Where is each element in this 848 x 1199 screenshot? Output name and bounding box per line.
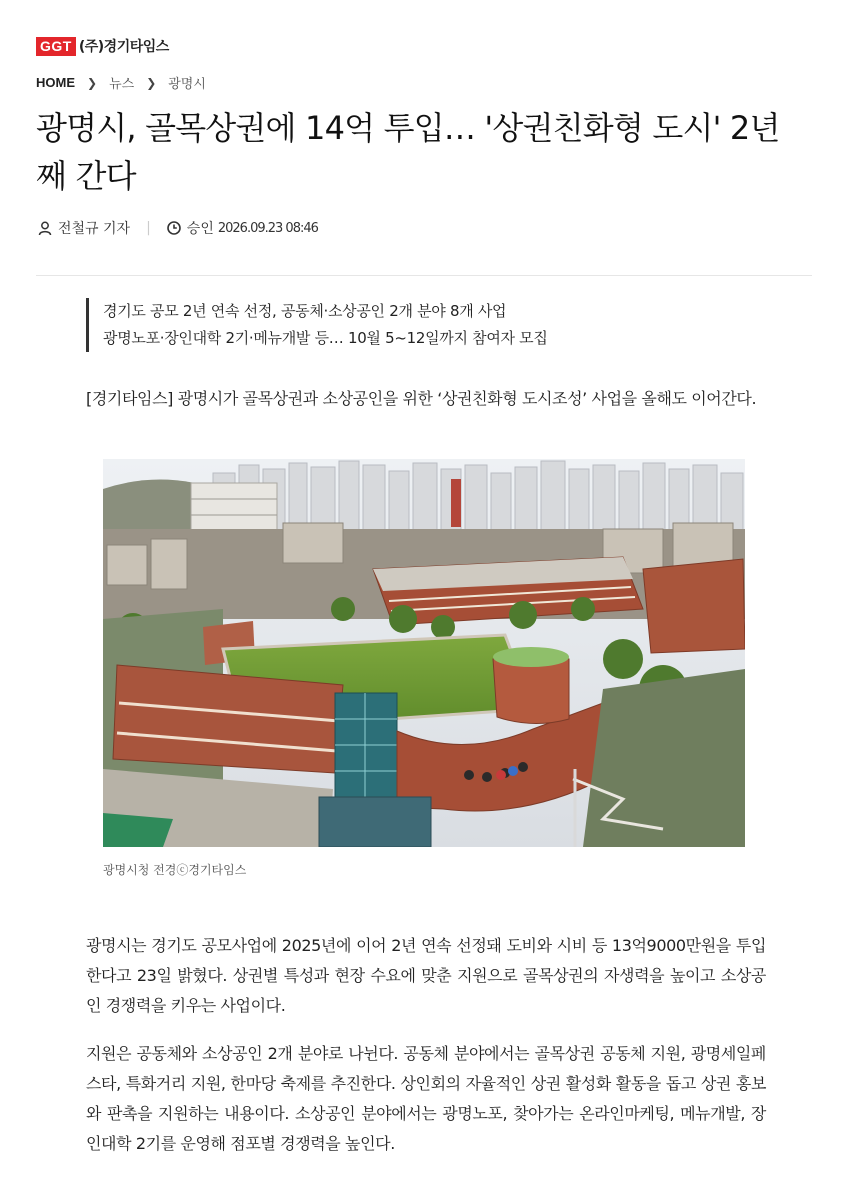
lead-paragraph: [경기타임스] 광명시가 골목상권과 소상공인을 위한 ‘상권친화형 도시조성’ 사업을 올해도 이어간다.	[86, 389, 757, 408]
breadcrumb-section[interactable]: 뉴스	[109, 77, 135, 92]
chevron-right-icon: ❯	[87, 75, 98, 90]
breadcrumb	[36, 73, 206, 92]
author-name[interactable]: 전철규 기자	[58, 221, 131, 237]
article-meta	[38, 218, 318, 238]
breadcrumb-subsection[interactable]: 광명시	[168, 77, 206, 92]
image-caption: 광명시청 전경ⓒ경기타임스	[103, 863, 247, 877]
article-subtitles	[86, 298, 548, 352]
article-title: 광명시, 골목상권에 14억 투입… '상권친화형 도시' 2년째 간다	[36, 109, 780, 195]
subtitle-line: 경기도 공모 2년 연속 선정, 공동체·소상공인 2개 분야 8개 사업	[103, 302, 507, 320]
logo-mark: GGT	[36, 37, 76, 56]
city-hall-aerial-image	[103, 459, 745, 847]
person-icon	[38, 221, 52, 236]
body-paragraph: 지원은 공동체와 소상공인 2개 분야로 나뉜다. 공동체 분야에서는 골목상권 공동체 지원, 광명세일페스타, 특화거리 지원, 한마당 축제를 추진한다. 상인회의 자율적인 상권 활성화 활동을 돕고 상권 홍보와 판촉을 지원하는 내용이다. 소상공인 분야에서는 광명노포, 찾아가는 온라인마케팅, 메뉴개발, 장인대학 2기를 운영해 점포별 경쟁력을 높인다.	[86, 1044, 766, 1153]
approved-label: 승인	[186, 221, 214, 237]
breadcrumb-home[interactable]: HOME	[36, 75, 75, 90]
logo-name: (주)경기타임스	[78, 39, 169, 55]
clock-icon	[167, 221, 181, 235]
article-photo[interactable]	[103, 459, 745, 847]
site-logo[interactable]	[36, 36, 169, 56]
meta-divider: |	[146, 220, 151, 236]
approved-datetime: 2026.09.23 08:46	[217, 220, 318, 236]
subtitle-line: 광명노포·장인대학 2기·메뉴개발 등… 10월 5~12일까지 참여자 모집	[103, 329, 548, 347]
header-divider	[36, 275, 812, 276]
chevron-right-icon: ❯	[146, 75, 157, 90]
body-paragraph: 광명시는 경기도 공모사업에 2025년에 이어 2년 연속 선정돼 도비와 시비 등 13억9000만원을 투입한다고 23일 밝혔다. 상권별 특성과 현장 수요에 맞춘 지원으로 골목상권의 자생력을 높이고 소상공인 경쟁력을 키우는 사업이다.	[86, 936, 766, 1015]
